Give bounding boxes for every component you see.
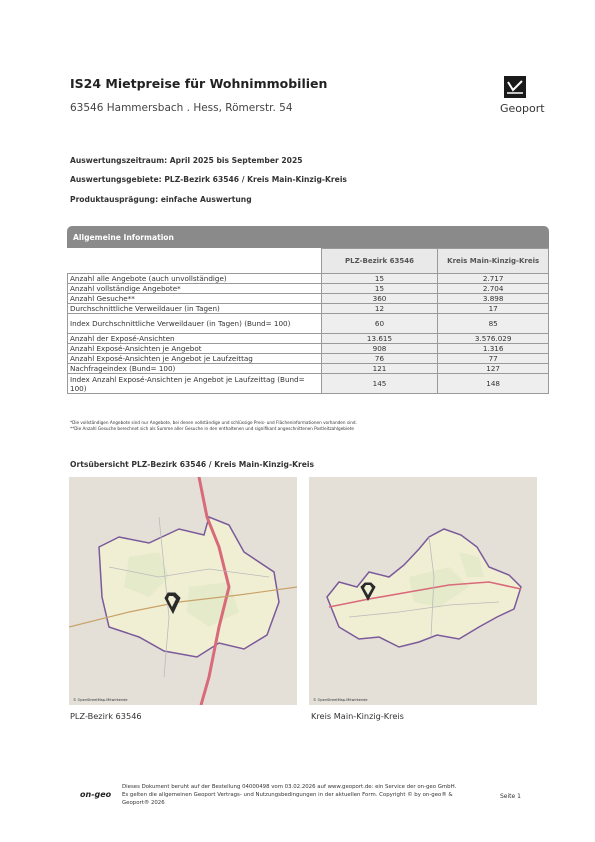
table-row (68, 344, 549, 354)
row-value-kreis: 85 (438, 314, 549, 334)
table-header: Allgemeine Information (67, 226, 549, 248)
row-label: Durchschnittliche Verweildauer (in Tagen) (68, 304, 322, 314)
row-value-kreis: 2.704 (438, 284, 549, 294)
row-value-kreis: 77 (438, 354, 549, 364)
map-kreis (309, 477, 537, 705)
row-label: Index Durchschnittliche Verweildauer (in Tagen) (Bund= 100) (68, 314, 322, 334)
map-caption-plz: PLZ-Bezirk 63546 (70, 711, 142, 721)
geoport-logo-icon (504, 76, 526, 98)
table-row (68, 284, 549, 294)
table-row (68, 374, 549, 394)
row-value-plz: 15 (321, 284, 438, 294)
row-value-plz: 13.615 (321, 334, 438, 344)
row-value-kreis: 3.576.029 (438, 334, 549, 344)
row-label: Anzahl der Exposé-Ansichten (68, 334, 322, 344)
row-value-plz: 76 (321, 354, 438, 364)
info-areas: Auswertungsgebiete: PLZ-Bezirk 63546 / Kreis Main-Kinzig-Kreis (70, 175, 347, 184)
map-plz (69, 477, 297, 705)
map-section-title: Ortsübersicht PLZ-Bezirk 63546 / Kreis Main-Kinzig-Kreis (70, 460, 314, 469)
map-credit: © OpenStreetMap-Mitwirkende (73, 698, 128, 702)
row-value-kreis: 17 (438, 304, 549, 314)
table-row (68, 364, 549, 374)
row-value-kreis: 1.316 (438, 344, 549, 354)
row-label: Anzahl alle Angebote (auch unvollständige) (68, 274, 322, 284)
info-product: Produktausprägung: einfache Auswertung (70, 195, 252, 204)
footer-text: Dieses Dokument beruht auf der Bestellung 04000498 vom 03.02.2026 auf www.geoport.de: ein Service der on-geo GmbH. Es gelten die allgemeinen Geoport Vertrags- und Nutzungsbedingungen in der aktuellen Form. Copyright © by on-geo® & Geoport® 2026 (122, 784, 457, 806)
table-row (68, 354, 549, 364)
row-value-kreis: 2.717 (438, 274, 549, 284)
row-label: Anzahl Gesuche** (68, 294, 322, 304)
table-footnotes (70, 420, 357, 432)
page-title: IS24 Mietpreise für Wohnimmobilien (70, 76, 328, 91)
table-corner (68, 249, 322, 274)
row-value-plz: 12 (321, 304, 438, 314)
footnote-2: **Die Anzahl Gesuche berechnet sich als Summe aller Gesuche in den enthaltenen und signifikant angeschnittenen Postleitzahlgebiete (70, 426, 354, 431)
table-row (68, 304, 549, 314)
table-row (68, 314, 549, 334)
row-value-plz: 15 (321, 274, 438, 284)
geoport-logo (500, 76, 556, 120)
row-value-kreis: 127 (438, 364, 549, 374)
geoport-logo-text: Geoport (500, 102, 545, 115)
page-number: Seite 1 (500, 793, 521, 800)
row-value-plz: 60 (321, 314, 438, 334)
footnote-1: *Die vollständigen Angebote sind nur Angebote, bei denen vollständige und schlüssige Preis- und Flächeninformationen vorhanden sind. (70, 420, 357, 425)
row-value-plz: 121 (321, 364, 438, 374)
map-credit: © OpenStreetMap-Mitwirkende (313, 698, 368, 702)
row-value-plz: 908 (321, 344, 438, 354)
row-value-kreis: 3.898 (438, 294, 549, 304)
row-value-plz: 145 (321, 374, 438, 394)
info-period: Auswertungszeitraum: April 2025 bis September 2025 (70, 156, 303, 165)
row-label: Nachfrageindex (Bund= 100) (68, 364, 322, 374)
table-row (68, 334, 549, 344)
info-table-box (67, 226, 549, 394)
info-table (67, 248, 549, 394)
map-caption-kreis: Kreis Main-Kinzig-Kreis (311, 711, 404, 721)
row-label: Anzahl Exposé-Ansichten je Angebot je Laufzeittag (68, 354, 322, 364)
on-geo-logo: on-geo (80, 790, 112, 799)
table-row (68, 274, 549, 284)
col-header-kreis: Kreis Main-Kinzig-Kreis (438, 249, 549, 274)
table-row (68, 294, 549, 304)
row-label: Anzahl Exposé-Ansichten je Angebot (68, 344, 322, 354)
address: 63546 Hammersbach . Hess, Römerstr. 54 (70, 102, 293, 114)
row-value-kreis: 148 (438, 374, 549, 394)
row-label: Anzahl vollständige Angebote* (68, 284, 322, 294)
col-header-plz: PLZ-Bezirk 63546 (321, 249, 438, 274)
row-label: Index Anzahl Exposé-Ansichten je Angebot je Laufzeittag (Bund= 100) (68, 374, 322, 394)
row-value-plz: 360 (321, 294, 438, 304)
